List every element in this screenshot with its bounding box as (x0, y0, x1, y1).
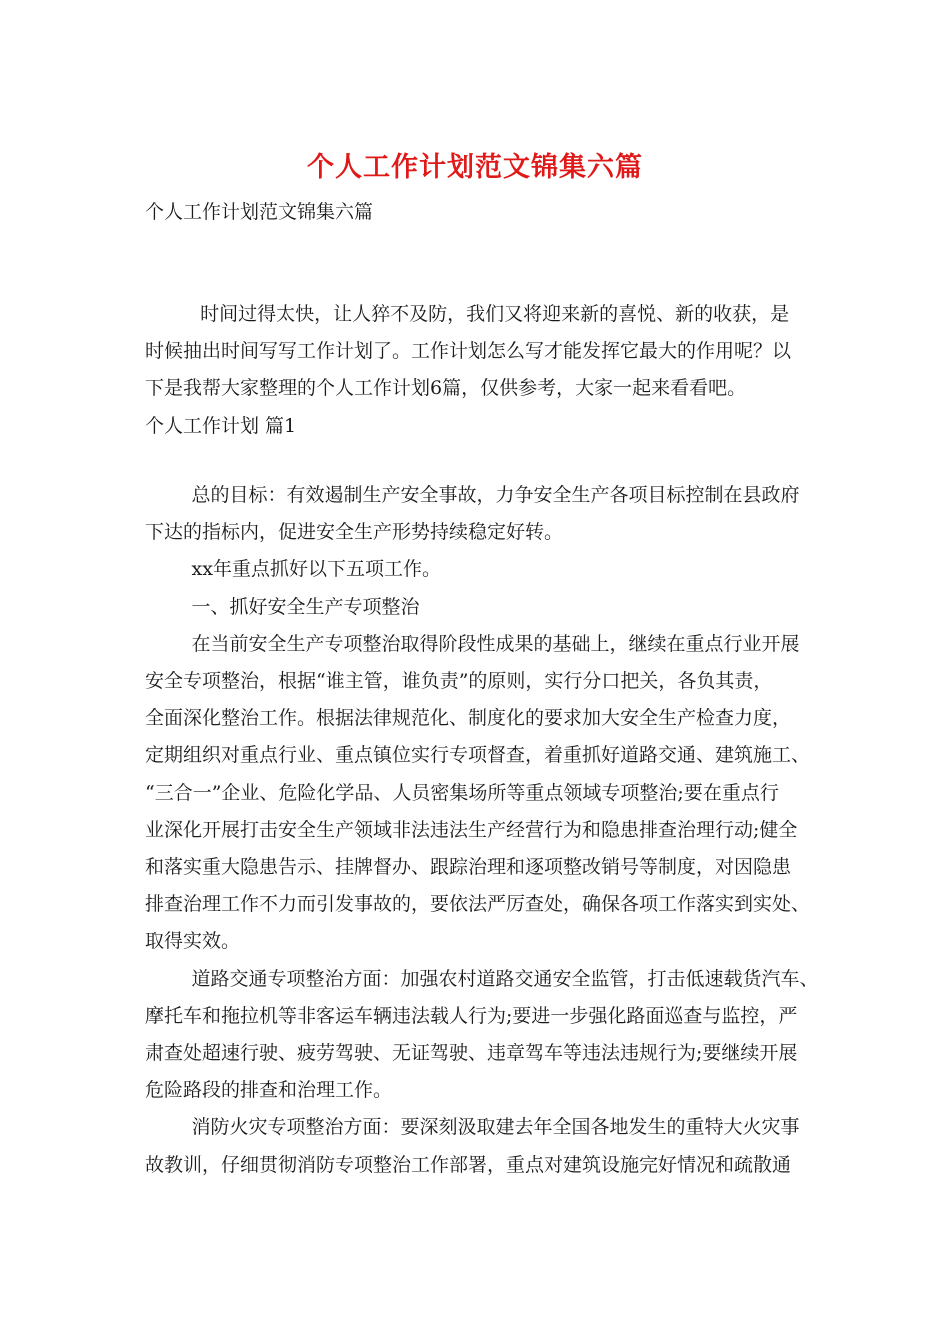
text-line: 排查治理工作不力而引发事故的，要依法严厉查处，确保各项工作落实到实处、 (145, 893, 811, 916)
fire-paragraph (145, 1109, 810, 1183)
text-line: 时间过得太快，让人猝不及防，我们又将迎来新的喜悦、新的收获，是 (200, 303, 790, 325)
focus-paragraph: xx年重点抓好以下五项工作。 (191, 558, 441, 581)
text-line: 全面深化整治工作。根据法律规范化、制度化的要求加大安全生产检查力度， (145, 707, 792, 730)
text-line: 道路交通专项整治方面：加强农村道路交通安全监管，打击低速载货汽车、 (191, 967, 819, 990)
text-line: 故教训，仔细贯彻消防专项整治工作部署，重点对建筑设施完好情况和疏散通 (145, 1153, 792, 1176)
text-line: 摩托车和拖拉机等非客运车辆违法载人行为;要进一步强化路面巡查与监控，严 (145, 1004, 798, 1027)
item-body-paragraph (145, 626, 810, 961)
section-body (145, 477, 819, 1184)
section-heading: 个人工作计划 篇1 (145, 414, 297, 437)
document-subtitle: 个人工作计划范文锦集六篇 (145, 201, 374, 223)
text-line: 和落实重大隐患告示、挂牌督办、跟踪治理和逐项整改销号等制度，对因隐患 (145, 856, 792, 879)
text-line: 危险路段的排查和治理工作。 (145, 1079, 393, 1102)
document-title: 个人工作计划范文锦集六篇 (307, 152, 643, 183)
road-paragraph (145, 961, 819, 1110)
text-line: 安全专项整治，根据“谁主管，谁负责”的原则，实行分口把关，各负其责， (145, 670, 773, 693)
text-line: 业深化开展打击安全生产领域非法违法生产经营行为和隐患排查治理行动;健全 (145, 818, 798, 841)
text-line: 下是我帮大家整理的个人工作计划6篇，仅供参考，大家一起来看看吧。 (145, 377, 747, 400)
text-line: 肃查处超速行驶、疲劳驾驶、无证驾驶、违章驾车等违法违规行为;要继续开展 (145, 1042, 798, 1065)
item-heading: 一、抓好安全生产专项整治 (191, 595, 420, 618)
text-line: 定期组织对重点行业、重点镇位实行专项督查，着重抓好道路交通、建筑施工、 (145, 744, 811, 767)
text-line: 消防火灾专项整治方面：要深刻汲取建去年全国各地发生的重特大火灾事 (191, 1116, 800, 1139)
intro-paragraph (145, 296, 810, 445)
text-line: 在当前安全生产专项整治取得阶段性成果的基础上，继续在重点行业开展 (191, 632, 800, 655)
text-line: 下达的指标内，促进安全生产形势持续稳定好转。 (145, 521, 564, 544)
text-line: 取得实效。 (145, 930, 241, 953)
text-line: 时候抽出时间写写工作计划了。工作计划怎么写才能发挥它最大的作用呢？以 (145, 340, 792, 363)
text-line: “三合一”企业、危险化学品、人员密集场所等重点领域专项整治;要在重点行 (145, 781, 779, 804)
text-line: 总的目标：有效遏制生产安全事故，力争安全生产各项目标控制在县政府 (191, 484, 800, 506)
goal-paragraph (145, 477, 810, 551)
